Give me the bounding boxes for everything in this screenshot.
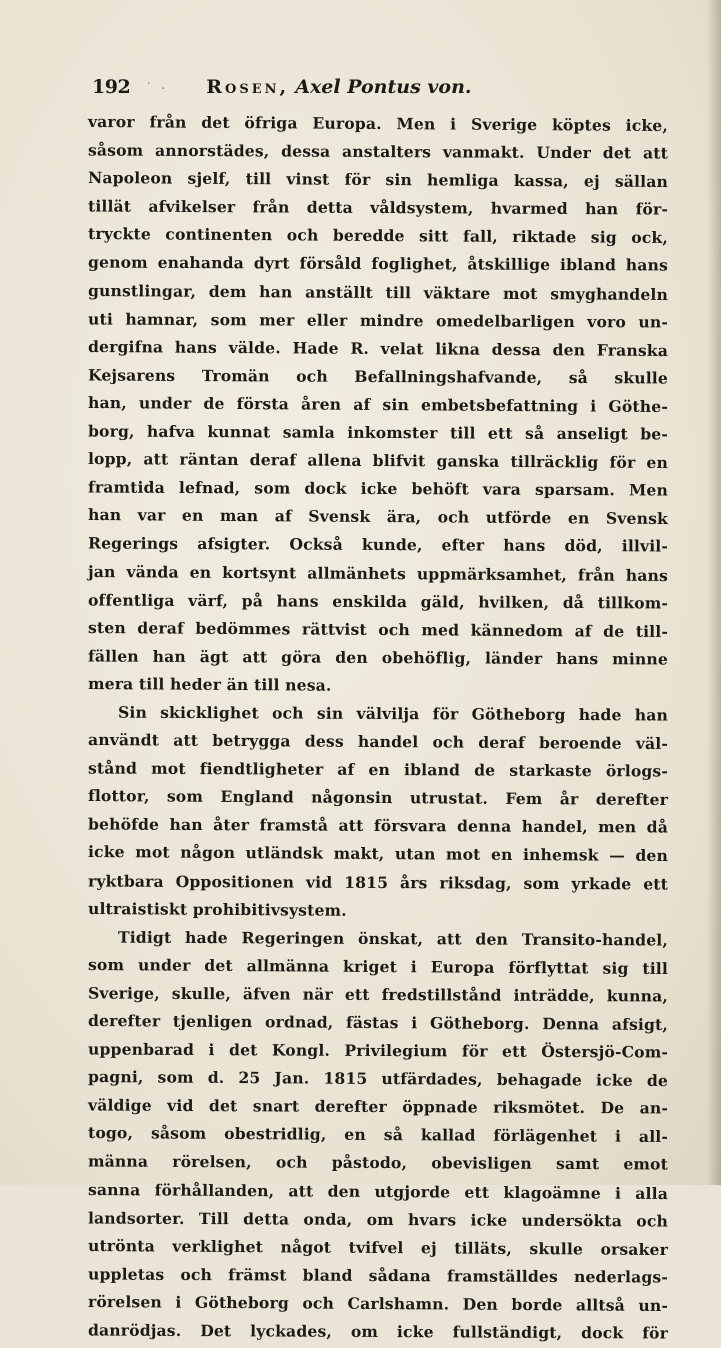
text-line: han var en man af Svensk ära, och utförde en Svensk [87, 505, 669, 529]
text-line: offentliga värf, på hans enskilda gäld, hvilken, då tillkom- [87, 590, 669, 613]
paragraph-first-line: Tidigt hade Regeringen önskat, att den Transito-handel, [117, 927, 669, 950]
paragraph-last-line: ultraistiskt prohibitivsystem. [87, 898, 347, 920]
paragraph-last-line: mera till heder än till nesa. [87, 673, 332, 695]
text-line: sanna förhållanden, att den utgjorde ett klagoämne i alla [87, 1179, 669, 1203]
text-line: männa rörelsen, och påstodo, obevisligen samt emot [87, 1151, 669, 1174]
text-line: som under det allmänna kriget i Europa förflyttat sig till [87, 954, 669, 978]
page-number: 192 [92, 76, 131, 98]
text-line: Sverige, skulle, äfven när ett fredstillstånd inträdde, kunna, [87, 983, 669, 1006]
text-line: stånd mot fiendtligheter af en ibland de starkaste örlogs- [87, 758, 669, 781]
text-line: pagni, som d. 25 Jan. 1815 utfärdades, behagade icke de [87, 1067, 669, 1091]
text-line: borg, hafva kunnat samla inkomster till ett så anseligt be- [87, 421, 669, 444]
text-line: jan vända en kortsynt allmänhets uppmärksamhet, från hans [87, 561, 669, 585]
text-line: uti hamnar, som mer eller mindre omedelbarligen voro un- [87, 309, 669, 332]
text-line: tillät afvikelser från detta våldsystem, hvarmed han för- [87, 196, 669, 219]
text-line: Napoleon sjelf, till vinst för sin hemliga kassa, ej sällan [87, 168, 669, 192]
text-line: utrönta verklighet något tvifvel ej tilläts, skulle orsaker [87, 1235, 669, 1259]
text-line: ryktbara Oppositionen vid 1815 års riksdag, som yrkade ett [87, 871, 669, 894]
text-line: användt att betrygga dess handel och deraf beroende väl- [87, 730, 669, 754]
running-head-name: Axel Pontus von. [295, 76, 472, 98]
text-line: tryckte continenten och beredde sitt fall, riktade sig ock, [87, 224, 669, 248]
text-line: derefter tjenligen ordnad, fästas i Götheborg. Denna afsigt, [87, 1010, 669, 1035]
text-line: flottor, som England någonsin utrustat. Fem år derefter [87, 786, 669, 810]
text-line: fällen han ägt att göra den obehöflig, länder hans minne [87, 646, 669, 669]
text-line: varor från det öfriga Europa. Men i Sverige köptes icke, [87, 111, 669, 136]
page-header [92, 76, 692, 102]
text-line: sten deraf bedömmes rättvist och med kännedom af de till- [87, 617, 669, 641]
text-line: såsom annorstädes, dessa anstalters vanmakt. Under det att [87, 140, 669, 163]
ink-marks: ˙ · [136, 81, 166, 97]
running-head: Rosen, [206, 76, 290, 98]
text-line: uppenbarad i det Kongl. Privilegium för ett Östersjö-Com- [87, 1039, 669, 1062]
text-line: rörelsen i Götheborg och Carlshamn. Den borde alltså un- [87, 1291, 669, 1315]
text-line: uppletas och främst bland sådana framställdes nederlags- [87, 1264, 669, 1287]
text-line: icke mot någon utländsk makt, utan mot en inhemsk — den [87, 842, 669, 866]
page-edge-shadow [707, 0, 721, 1185]
text-line: framtida lefnad, som dock icke behöft vara sparsam. Men [87, 477, 669, 500]
text-line: lopp, att räntan deraf allena blifvit ganska tillräcklig för en [87, 449, 669, 473]
text-line: Kejsarens Tromän och Befallningshafvande, så skulle [87, 365, 669, 388]
text-line: han, under de första åren af sin embetsbefattning i Göthe- [87, 392, 669, 416]
text-line: väldige vid det snart derefter öppnade riksmötet. De an- [87, 1095, 669, 1118]
text-line: togo, såsom obestridlig, en så kallad förlägenhet i all- [87, 1123, 669, 1147]
body-text [88, 110, 668, 1346]
text-line: landsorter. Till detta onda, om hvars icke undersökta och [87, 1208, 669, 1231]
text-line: behöfde han åter framstå att försvara denna handel, men då [87, 814, 669, 837]
text-line: Regerings afsigter. Också kunde, efter hans död, illvil- [87, 533, 669, 556]
paragraph-first-line: Sin skicklighet och sin välvilja för Götheborg hade han [117, 702, 669, 725]
text-line: danrödjas. Det lyckades, om icke fullständigt, dock för [87, 1320, 669, 1343]
text-line: gunstlingar, dem han anställt till väktare mot smyghandeln [87, 280, 669, 304]
text-line: dergifna hans välde. Hade R. velat likna dessa den Franska [87, 336, 669, 360]
text-line: genom enahanda dyrt försåld foglighet, åtskillige ibland hans [87, 252, 669, 275]
